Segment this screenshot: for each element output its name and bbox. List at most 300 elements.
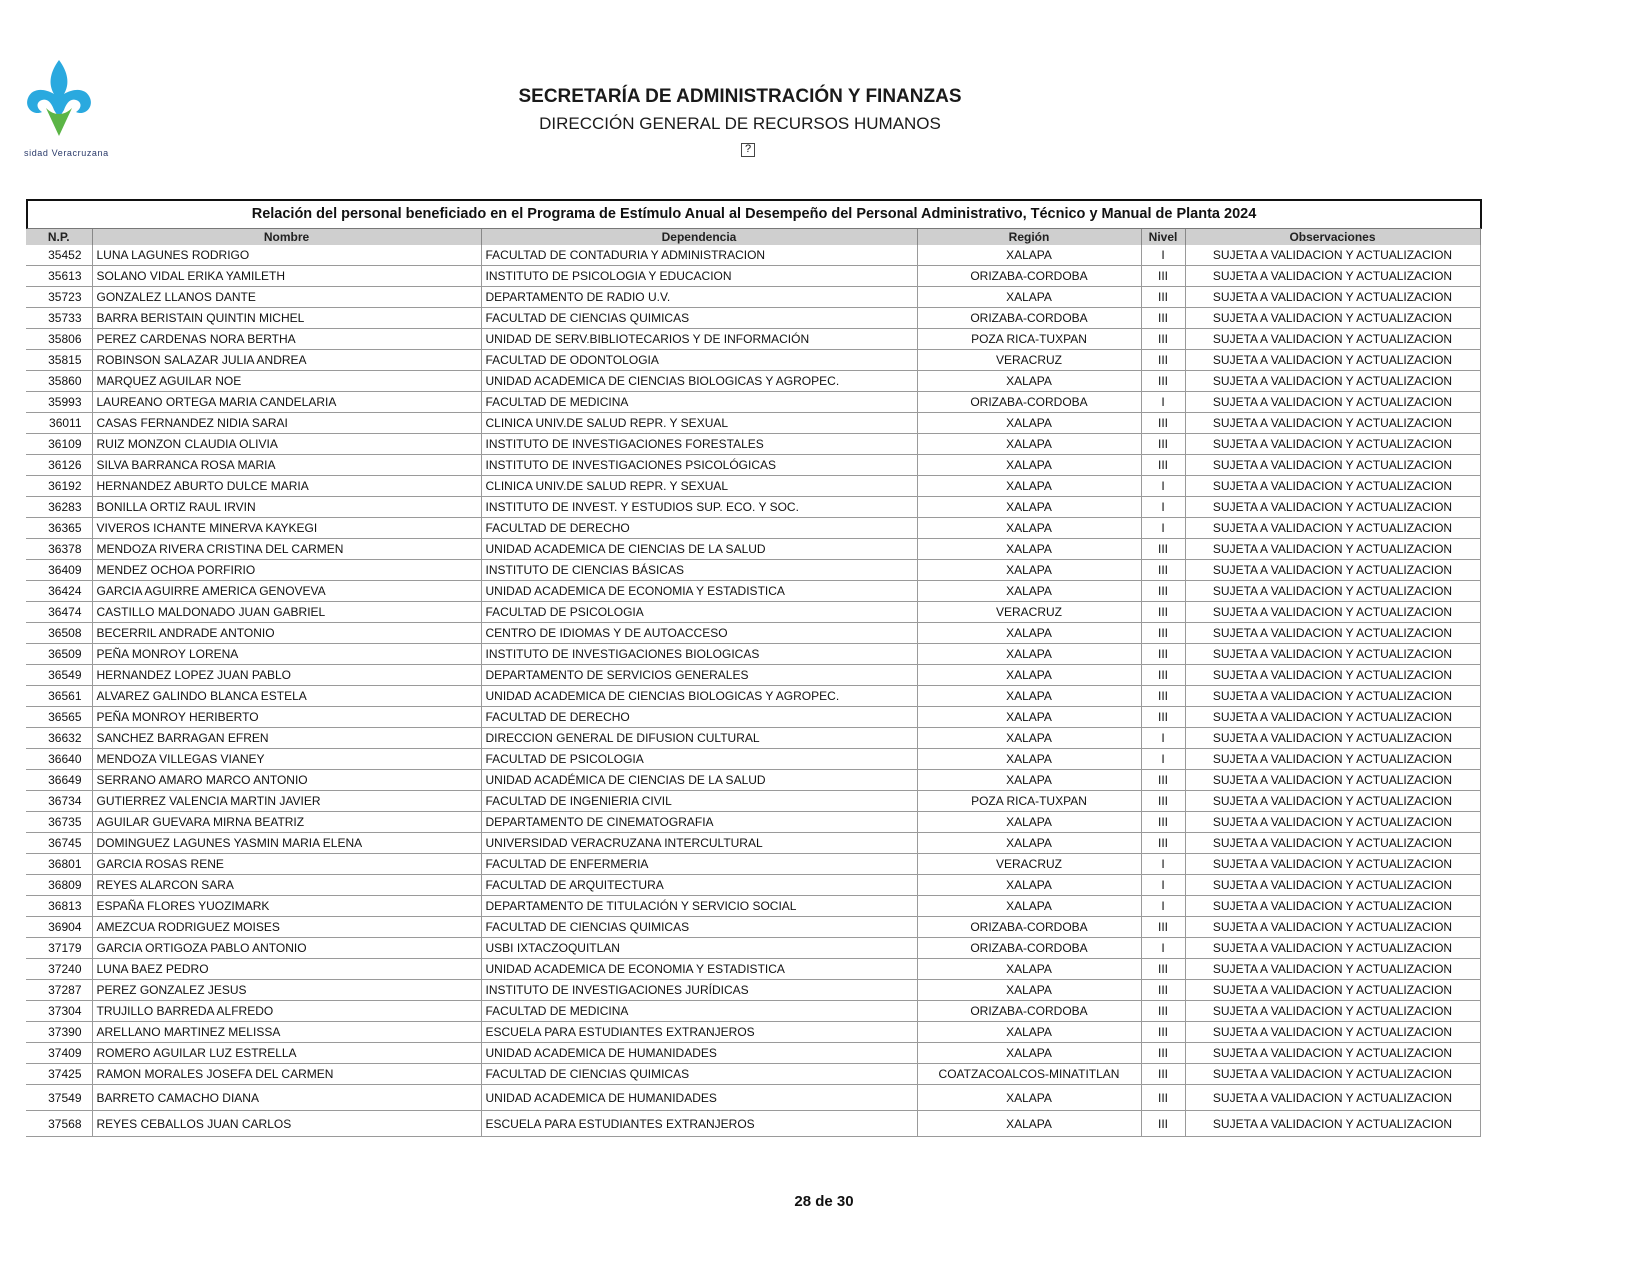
cell-nivel: III (1141, 1085, 1185, 1111)
cell-nivel: III (1141, 560, 1185, 581)
cell-np: 36409 (26, 560, 92, 581)
cell-np: 36565 (26, 707, 92, 728)
cell-nivel: III (1141, 266, 1185, 287)
cell-nivel: III (1141, 1064, 1185, 1085)
cell-nivel: III (1141, 644, 1185, 665)
table-row (26, 917, 1480, 938)
cell-region: ORIZABA-CORDOBA (917, 392, 1141, 413)
cell-nivel: III (1141, 287, 1185, 308)
table-row (26, 1111, 1480, 1137)
cell-dependencia: FACULTAD DE CIENCIAS QUIMICAS (481, 1064, 917, 1085)
cell-nombre: BARRA BERISTAIN QUINTIN MICHEL (92, 308, 481, 329)
cell-nivel: III (1141, 1043, 1185, 1064)
cell-observaciones: SUJETA A VALIDACION Y ACTUALIZACION (1185, 287, 1480, 308)
table-row (26, 371, 1480, 392)
cell-np: 36109 (26, 434, 92, 455)
cell-np: 36474 (26, 602, 92, 623)
table-row (26, 1043, 1480, 1064)
cell-region: XALAPA (917, 644, 1141, 665)
cell-nombre: VIVEROS ICHANTE MINERVA KAYKEGI (92, 518, 481, 539)
cell-region: XALAPA (917, 896, 1141, 917)
cell-dependencia: UNIDAD ACADEMICA DE HUMANIDADES (481, 1085, 917, 1111)
cell-nivel: III (1141, 791, 1185, 812)
cell-dependencia: INSTITUTO DE INVESTIGACIONES BIOLOGICAS (481, 644, 917, 665)
table-row (26, 1064, 1480, 1085)
cell-region: XALAPA (917, 665, 1141, 686)
placeholder-glyph-icon: ? (741, 143, 755, 157)
cell-dependencia: DEPARTAMENTO DE RADIO U.V. (481, 287, 917, 308)
cell-dependencia: FACULTAD DE CONTADURIA Y ADMINISTRACION (481, 245, 917, 266)
cell-dependencia: DEPARTAMENTO DE SERVICIOS GENERALES (481, 665, 917, 686)
table-row (26, 1085, 1480, 1111)
cell-nombre: LUNA LAGUNES RODRIGO (92, 245, 481, 266)
cell-np: 37304 (26, 1001, 92, 1022)
col-header-dependencia: Dependencia (481, 229, 917, 245)
table-row (26, 812, 1480, 833)
cell-np: 36011 (26, 413, 92, 434)
cell-nombre: BONILLA ORTIZ RAUL IRVIN (92, 497, 481, 518)
table-row (26, 938, 1480, 959)
cell-np: 37568 (26, 1111, 92, 1137)
cell-observaciones: SUJETA A VALIDACION Y ACTUALIZACION (1185, 392, 1480, 413)
cell-dependencia: UNIDAD ACADEMICA DE ECONOMIA Y ESTADISTICA (481, 581, 917, 602)
cell-observaciones: SUJETA A VALIDACION Y ACTUALIZACION (1185, 1064, 1480, 1085)
cell-dependencia: CLINICA UNIV.DE SALUD REPR. Y SEXUAL (481, 476, 917, 497)
cell-nombre: MARQUEZ AGUILAR NOE (92, 371, 481, 392)
table-row (26, 770, 1480, 791)
cell-observaciones: SUJETA A VALIDACION Y ACTUALIZACION (1185, 665, 1480, 686)
cell-region: XALAPA (917, 623, 1141, 644)
cell-nombre: ESPAÑA FLORES YUOZIMARK (92, 896, 481, 917)
cell-dependencia: FACULTAD DE MEDICINA (481, 392, 917, 413)
cell-nombre: RUIZ MONZON CLAUDIA OLIVIA (92, 434, 481, 455)
table-row (26, 602, 1480, 623)
cell-observaciones: SUJETA A VALIDACION Y ACTUALIZACION (1185, 728, 1480, 749)
cell-region: POZA RICA-TUXPAN (917, 329, 1141, 350)
cell-dependencia: FACULTAD DE PSICOLOGIA (481, 749, 917, 770)
cell-observaciones: SUJETA A VALIDACION Y ACTUALIZACION (1185, 623, 1480, 644)
cell-nombre: MENDOZA VILLEGAS VIANEY (92, 749, 481, 770)
cell-nivel: III (1141, 665, 1185, 686)
cell-dependencia: UNIDAD ACADEMICA DE CIENCIAS BIOLOGICAS Y AGROPEC. (481, 371, 917, 392)
table-row (26, 392, 1480, 413)
cell-observaciones: SUJETA A VALIDACION Y ACTUALIZACION (1185, 308, 1480, 329)
cell-np: 37425 (26, 1064, 92, 1085)
cell-observaciones: SUJETA A VALIDACION Y ACTUALIZACION (1185, 812, 1480, 833)
cell-nivel: I (1141, 518, 1185, 539)
cell-nivel: III (1141, 371, 1185, 392)
cell-observaciones: SUJETA A VALIDACION Y ACTUALIZACION (1185, 1001, 1480, 1022)
cell-np: 36745 (26, 833, 92, 854)
cell-np: 37179 (26, 938, 92, 959)
cell-observaciones: SUJETA A VALIDACION Y ACTUALIZACION (1185, 791, 1480, 812)
table-row (26, 896, 1480, 917)
cell-observaciones: SUJETA A VALIDACION Y ACTUALIZACION (1185, 1111, 1480, 1137)
cell-nombre: RAMON MORALES JOSEFA DEL CARMEN (92, 1064, 481, 1085)
cell-nivel: I (1141, 938, 1185, 959)
cell-np: 35815 (26, 350, 92, 371)
cell-nivel: III (1141, 539, 1185, 560)
col-header-np: N.P. (26, 229, 92, 245)
cell-nivel: I (1141, 749, 1185, 770)
cell-observaciones: SUJETA A VALIDACION Y ACTUALIZACION (1185, 455, 1480, 476)
beneficiaries-table (26, 199, 1482, 1137)
cell-np: 36549 (26, 665, 92, 686)
cell-dependencia: DEPARTAMENTO DE CINEMATOGRAFIA (481, 812, 917, 833)
cell-np: 36649 (26, 770, 92, 791)
cell-dependencia: FACULTAD DE MEDICINA (481, 1001, 917, 1022)
table-row (26, 791, 1480, 812)
cell-dependencia: INSTITUTO DE INVESTIGACIONES JURÍDICAS (481, 980, 917, 1001)
cell-region: ORIZABA-CORDOBA (917, 917, 1141, 938)
cell-observaciones: SUJETA A VALIDACION Y ACTUALIZACION (1185, 350, 1480, 371)
table-row (26, 350, 1480, 371)
table-row (26, 539, 1480, 560)
cell-region: XALAPA (917, 728, 1141, 749)
cell-observaciones: SUJETA A VALIDACION Y ACTUALIZACION (1185, 413, 1480, 434)
cell-dependencia: UNIDAD ACADEMICA DE ECONOMIA Y ESTADISTICA (481, 959, 917, 980)
cell-observaciones: SUJETA A VALIDACION Y ACTUALIZACION (1185, 539, 1480, 560)
cell-dependencia: DIRECCION GENERAL DE DIFUSION CULTURAL (481, 728, 917, 749)
cell-nombre: GARCIA AGUIRRE AMERICA GENOVEVA (92, 581, 481, 602)
cell-dependencia: INSTITUTO DE CIENCIAS BÁSICAS (481, 560, 917, 581)
cell-nombre: PEREZ CARDENAS NORA BERTHA (92, 329, 481, 350)
cell-dependencia: INSTITUTO DE INVESTIGACIONES FORESTALES (481, 434, 917, 455)
cell-np: 36801 (26, 854, 92, 875)
cell-observaciones: SUJETA A VALIDACION Y ACTUALIZACION (1185, 980, 1480, 1001)
cell-observaciones: SUJETA A VALIDACION Y ACTUALIZACION (1185, 917, 1480, 938)
cell-nombre: HERNANDEZ LOPEZ JUAN PABLO (92, 665, 481, 686)
cell-np: 36283 (26, 497, 92, 518)
page-subtitle: DIRECCIÓN GENERAL DE RECURSOS HUMANOS (539, 114, 941, 133)
col-header-region: Región (917, 229, 1141, 245)
table-row (26, 434, 1480, 455)
cell-nivel: III (1141, 980, 1185, 1001)
cell-region: VERACRUZ (917, 602, 1141, 623)
table-row (26, 245, 1480, 266)
cell-region: XALAPA (917, 581, 1141, 602)
table-row (26, 581, 1480, 602)
table-row (26, 329, 1480, 350)
table-row (26, 1022, 1480, 1043)
table-row (26, 455, 1480, 476)
cell-np: 36735 (26, 812, 92, 833)
cell-nivel: I (1141, 896, 1185, 917)
cell-region: XALAPA (917, 1022, 1141, 1043)
cell-np: 36561 (26, 686, 92, 707)
page-number: 28 de 30 (794, 1193, 854, 1210)
cell-nivel: I (1141, 245, 1185, 266)
cell-region: XALAPA (917, 686, 1141, 707)
table-row (26, 728, 1480, 749)
cell-observaciones: SUJETA A VALIDACION Y ACTUALIZACION (1185, 1043, 1480, 1064)
cell-np: 36813 (26, 896, 92, 917)
cell-region: XALAPA (917, 833, 1141, 854)
cell-region: XALAPA (917, 245, 1141, 266)
cell-np: 36126 (26, 455, 92, 476)
cell-nivel: III (1141, 455, 1185, 476)
cell-nombre: GUTIERREZ VALENCIA MARTIN JAVIER (92, 791, 481, 812)
cell-nivel: III (1141, 434, 1185, 455)
table-row (26, 1001, 1480, 1022)
cell-region: XALAPA (917, 560, 1141, 581)
cell-observaciones: SUJETA A VALIDACION Y ACTUALIZACION (1185, 245, 1480, 266)
cell-nombre: SERRANO AMARO MARCO ANTONIO (92, 770, 481, 791)
cell-observaciones: SUJETA A VALIDACION Y ACTUALIZACION (1185, 707, 1480, 728)
cell-nivel: I (1141, 854, 1185, 875)
cell-dependencia: USBI IXTACZOQUITLAN (481, 938, 917, 959)
cell-region: XALAPA (917, 980, 1141, 1001)
cell-region: XALAPA (917, 1085, 1141, 1111)
cell-nombre: LAUREANO ORTEGA MARIA CANDELARIA (92, 392, 481, 413)
flor-de-lis-icon (24, 58, 94, 138)
cell-region: XALAPA (917, 875, 1141, 896)
cell-nivel: I (1141, 728, 1185, 749)
cell-region: COATZACOALCOS-MINATITLAN (917, 1064, 1141, 1085)
table-header-row (26, 229, 1480, 245)
cell-nombre: REYES ALARCON SARA (92, 875, 481, 896)
cell-nombre: REYES CEBALLOS JUAN CARLOS (92, 1111, 481, 1137)
cell-nombre: PEREZ GONZALEZ JESUS (92, 980, 481, 1001)
cell-observaciones: SUJETA A VALIDACION Y ACTUALIZACION (1185, 770, 1480, 791)
cell-region: ORIZABA-CORDOBA (917, 938, 1141, 959)
table-row (26, 287, 1480, 308)
cell-nombre: CASAS FERNANDEZ NIDIA SARAI (92, 413, 481, 434)
table-row (26, 875, 1480, 896)
logo-text: sidad Veracruzana (24, 148, 109, 158)
cell-region: XALAPA (917, 770, 1141, 791)
cell-np: 37409 (26, 1043, 92, 1064)
cell-dependencia: CLINICA UNIV.DE SALUD REPR. Y SEXUAL (481, 413, 917, 434)
cell-np: 36904 (26, 917, 92, 938)
cell-observaciones: SUJETA A VALIDACION Y ACTUALIZACION (1185, 329, 1480, 350)
col-header-nivel: Nivel (1141, 229, 1185, 245)
cell-nombre: ALVAREZ GALINDO BLANCA ESTELA (92, 686, 481, 707)
table-caption: Relación del personal beneficiado en el Programa de Estímulo Anual al Desempeño del Personal Administrativo, Técnico y Manual de Planta 2024 (26, 199, 1482, 229)
cell-dependencia: UNIDAD ACADEMICA DE CIENCIAS DE LA SALUD (481, 539, 917, 560)
table-row (26, 749, 1480, 770)
cell-nivel: III (1141, 1001, 1185, 1022)
cell-np: 36424 (26, 581, 92, 602)
cell-observaciones: SUJETA A VALIDACION Y ACTUALIZACION (1185, 749, 1480, 770)
cell-observaciones: SUJETA A VALIDACION Y ACTUALIZACION (1185, 560, 1480, 581)
cell-np: 36809 (26, 875, 92, 896)
cell-region: XALAPA (917, 539, 1141, 560)
cell-dependencia: UNIDAD ACADEMICA DE HUMANIDADES (481, 1043, 917, 1064)
cell-region: XALAPA (917, 1043, 1141, 1064)
col-header-observaciones: Observaciones (1185, 229, 1480, 245)
cell-region: XALAPA (917, 455, 1141, 476)
cell-region: XALAPA (917, 476, 1141, 497)
cell-observaciones: SUJETA A VALIDACION Y ACTUALIZACION (1185, 644, 1480, 665)
cell-nivel: III (1141, 959, 1185, 980)
cell-nombre: MENDOZA RIVERA CRISTINA DEL CARMEN (92, 539, 481, 560)
cell-dependencia: UNIDAD DE SERV.BIBLIOTECARIOS Y DE INFORMACIÓN (481, 329, 917, 350)
cell-nivel: III (1141, 329, 1185, 350)
cell-dependencia: FACULTAD DE INGENIERIA CIVIL (481, 791, 917, 812)
cell-np: 36192 (26, 476, 92, 497)
cell-nombre: TRUJILLO BARREDA ALFREDO (92, 1001, 481, 1022)
cell-observaciones: SUJETA A VALIDACION Y ACTUALIZACION (1185, 959, 1480, 980)
page-title: SECRETARÍA DE ADMINISTRACIÓN Y FINANZAS (518, 86, 962, 107)
table-row (26, 686, 1480, 707)
cell-nombre: SOLANO VIDAL ERIKA YAMILETH (92, 266, 481, 287)
cell-np: 37390 (26, 1022, 92, 1043)
cell-nombre: DOMINGUEZ LAGUNES YASMIN MARIA ELENA (92, 833, 481, 854)
cell-observaciones: SUJETA A VALIDACION Y ACTUALIZACION (1185, 371, 1480, 392)
cell-nivel: I (1141, 392, 1185, 413)
cell-dependencia: ESCUELA PARA ESTUDIANTES EXTRANJEROS (481, 1022, 917, 1043)
col-header-nombre: Nombre (92, 229, 481, 245)
cell-nivel: III (1141, 413, 1185, 434)
cell-np: 37287 (26, 980, 92, 1001)
cell-region: XALAPA (917, 1111, 1141, 1137)
cell-region: XALAPA (917, 434, 1141, 455)
cell-np: 36632 (26, 728, 92, 749)
cell-dependencia: FACULTAD DE DERECHO (481, 518, 917, 539)
cell-observaciones: SUJETA A VALIDACION Y ACTUALIZACION (1185, 1085, 1480, 1111)
cell-np: 35452 (26, 245, 92, 266)
cell-np: 36365 (26, 518, 92, 539)
cell-observaciones: SUJETA A VALIDACION Y ACTUALIZACION (1185, 875, 1480, 896)
cell-dependencia: UNIDAD ACADEMICA DE CIENCIAS BIOLOGICAS Y AGROPEC. (481, 686, 917, 707)
table-row (26, 623, 1480, 644)
cell-nombre: CASTILLO MALDONADO JUAN GABRIEL (92, 602, 481, 623)
cell-region: ORIZABA-CORDOBA (917, 308, 1141, 329)
cell-region: VERACRUZ (917, 854, 1141, 875)
cell-nombre: LUNA BAEZ PEDRO (92, 959, 481, 980)
cell-observaciones: SUJETA A VALIDACION Y ACTUALIZACION (1185, 476, 1480, 497)
cell-nombre: ROBINSON SALAZAR JULIA ANDREA (92, 350, 481, 371)
cell-nivel: III (1141, 1111, 1185, 1137)
cell-region: XALAPA (917, 518, 1141, 539)
cell-region: ORIZABA-CORDOBA (917, 266, 1141, 287)
cell-observaciones: SUJETA A VALIDACION Y ACTUALIZACION (1185, 1022, 1480, 1043)
cell-nombre: GONZALEZ LLANOS DANTE (92, 287, 481, 308)
table-row (26, 497, 1480, 518)
cell-dependencia: CENTRO DE IDIOMAS Y DE AUTOACCESO (481, 623, 917, 644)
cell-nivel: III (1141, 686, 1185, 707)
table-row (26, 560, 1480, 581)
table-row (26, 980, 1480, 1001)
table-row (26, 644, 1480, 665)
cell-region: POZA RICA-TUXPAN (917, 791, 1141, 812)
table-row (26, 959, 1480, 980)
cell-region: XALAPA (917, 287, 1141, 308)
cell-region: XALAPA (917, 749, 1141, 770)
cell-nombre: MENDEZ OCHOA PORFIRIO (92, 560, 481, 581)
cell-observaciones: SUJETA A VALIDACION Y ACTUALIZACION (1185, 602, 1480, 623)
cell-np: 35860 (26, 371, 92, 392)
cell-observaciones: SUJETA A VALIDACION Y ACTUALIZACION (1185, 581, 1480, 602)
cell-observaciones: SUJETA A VALIDACION Y ACTUALIZACION (1185, 938, 1480, 959)
university-logo (24, 58, 124, 158)
cell-nombre: GARCIA ROSAS RENE (92, 854, 481, 875)
cell-nivel: III (1141, 770, 1185, 791)
table-row (26, 707, 1480, 728)
cell-dependencia: INSTITUTO DE INVEST. Y ESTUDIOS SUP. ECO. Y SOC. (481, 497, 917, 518)
cell-region: ORIZABA-CORDOBA (917, 1001, 1141, 1022)
cell-observaciones: SUJETA A VALIDACION Y ACTUALIZACION (1185, 497, 1480, 518)
cell-np: 35993 (26, 392, 92, 413)
cell-observaciones: SUJETA A VALIDACION Y ACTUALIZACION (1185, 686, 1480, 707)
cell-np: 37240 (26, 959, 92, 980)
table-row (26, 854, 1480, 875)
cell-nivel: III (1141, 581, 1185, 602)
cell-nivel: III (1141, 308, 1185, 329)
table-row (26, 308, 1480, 329)
cell-np: 36509 (26, 644, 92, 665)
cell-dependencia: FACULTAD DE ARQUITECTURA (481, 875, 917, 896)
cell-dependencia: ESCUELA PARA ESTUDIANTES EXTRANJEROS (481, 1111, 917, 1137)
table-row (26, 413, 1480, 434)
table-row (26, 665, 1480, 686)
cell-dependencia: FACULTAD DE CIENCIAS QUIMICAS (481, 917, 917, 938)
cell-dependencia: FACULTAD DE PSICOLOGIA (481, 602, 917, 623)
cell-nombre: PEÑA MONROY LORENA (92, 644, 481, 665)
cell-np: 36734 (26, 791, 92, 812)
cell-region: XALAPA (917, 959, 1141, 980)
table-row (26, 266, 1480, 287)
cell-region: XALAPA (917, 497, 1141, 518)
cell-dependencia: FACULTAD DE CIENCIAS QUIMICAS (481, 308, 917, 329)
cell-dependencia: FACULTAD DE ENFERMERIA (481, 854, 917, 875)
cell-np: 36640 (26, 749, 92, 770)
cell-np: 36378 (26, 539, 92, 560)
cell-observaciones: SUJETA A VALIDACION Y ACTUALIZACION (1185, 266, 1480, 287)
cell-nivel: III (1141, 1022, 1185, 1043)
cell-nivel: III (1141, 350, 1185, 371)
cell-nivel: III (1141, 833, 1185, 854)
cell-nombre: HERNANDEZ ABURTO DULCE MARIA (92, 476, 481, 497)
cell-nivel: III (1141, 623, 1185, 644)
cell-dependencia: UNIDAD ACADÉMICA DE CIENCIAS DE LA SALUD (481, 770, 917, 791)
cell-np: 35723 (26, 287, 92, 308)
cell-nombre: AMEZCUA RODRIGUEZ MOISES (92, 917, 481, 938)
cell-observaciones: SUJETA A VALIDACION Y ACTUALIZACION (1185, 854, 1480, 875)
cell-nivel: I (1141, 476, 1185, 497)
cell-nombre: SANCHEZ BARRAGAN EFREN (92, 728, 481, 749)
cell-nombre: GARCIA ORTIGOZA PABLO ANTONIO (92, 938, 481, 959)
cell-nombre: AGUILAR GUEVARA MIRNA BEATRIZ (92, 812, 481, 833)
cell-nivel: I (1141, 497, 1185, 518)
cell-nivel: III (1141, 812, 1185, 833)
table-body (26, 245, 1480, 1137)
data-table (26, 229, 1481, 1137)
cell-nombre: ARELLANO MARTINEZ MELISSA (92, 1022, 481, 1043)
cell-observaciones: SUJETA A VALIDACION Y ACTUALIZACION (1185, 434, 1480, 455)
cell-dependencia: INSTITUTO DE INVESTIGACIONES PSICOLÓGICAS (481, 455, 917, 476)
cell-np: 35733 (26, 308, 92, 329)
cell-nombre: BARRETO CAMACHO DIANA (92, 1085, 481, 1111)
cell-observaciones: SUJETA A VALIDACION Y ACTUALIZACION (1185, 518, 1480, 539)
table-row (26, 476, 1480, 497)
cell-nombre: SILVA BARRANCA ROSA MARIA (92, 455, 481, 476)
cell-nombre: BECERRIL ANDRADE ANTONIO (92, 623, 481, 644)
cell-observaciones: SUJETA A VALIDACION Y ACTUALIZACION (1185, 896, 1480, 917)
cell-np: 35806 (26, 329, 92, 350)
table-row (26, 833, 1480, 854)
cell-np: 36508 (26, 623, 92, 644)
cell-nivel: III (1141, 917, 1185, 938)
cell-nombre: PEÑA MONROY HERIBERTO (92, 707, 481, 728)
cell-region: XALAPA (917, 371, 1141, 392)
cell-nombre: ROMERO AGUILAR LUZ ESTRELLA (92, 1043, 481, 1064)
cell-region: XALAPA (917, 413, 1141, 434)
cell-observaciones: SUJETA A VALIDACION Y ACTUALIZACION (1185, 833, 1480, 854)
cell-nivel: I (1141, 875, 1185, 896)
cell-nivel: III (1141, 602, 1185, 623)
